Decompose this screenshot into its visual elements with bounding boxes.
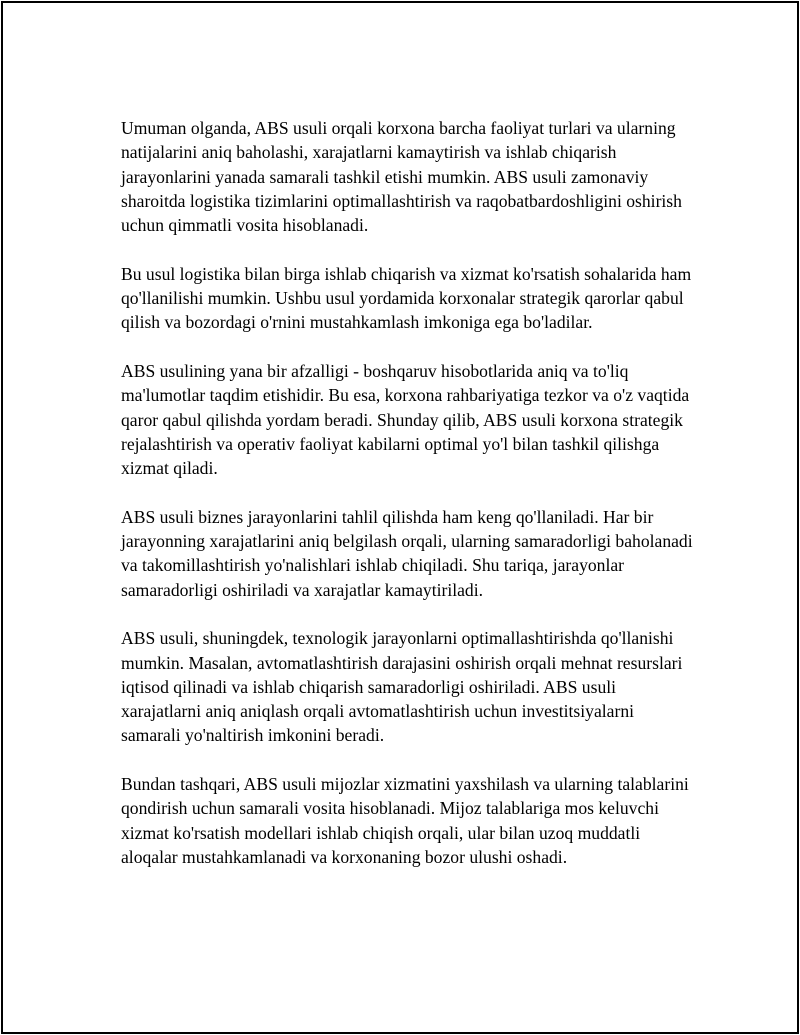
paragraph-6: Bundan tashqari, ABS usuli mijozlar xizmatini yaxshilash va ularning talablarini qondirish uchun samarali vosita hisoblanadi. Mijoz talablariga mos keluvchi xizmat ko'rsatish modellari ishlab chiqish orqali, ular bilan uzoq muddatli aloqalar mustahkamlanadi va korxonaning bozor ulushi oshadi. — [121, 774, 689, 867]
paragraph-4: ABS usuli biznes jarayonlarini tahlil qilishda ham keng qo'llaniladi. Har bir jarayonning xarajatlarini aniq belgilash orqali, ularning samaradorligi baholanadi va takomillashtirish yo'nalishlari ishlab chiqiladi. Shu tariqa, jarayonlar samaradorligi oshiriladi va xarajatlar kamaytiriladi. — [121, 506, 693, 600]
document-body — [121, 116, 696, 869]
page-border — [1, 1, 799, 1034]
paragraph-1: Umuman olganda, ABS usuli orqali korxona barcha faoliyat turlari va ularning natijalarini aniq baholashi, xarajatlarni kamaytirish va ishlab chiqarish jarayonlarini yanada samarali tashkil etishi mumkin. ABS usuli zamonaviy sharoitda logistika tizimlarini optimallashtirish va raqobatbardoshligini oshirish uchun qimmatli vosita hisoblanadi. — [121, 118, 682, 236]
paragraph-2: Bu usul logistika bilan birga ishlab chiqarish va xizmat ko'rsatish sohalarida ham qo'llanilishi mumkin. Ushbu usul yordamida korxonalar strategik qarorlar qabul qilish va bozordagi o'rnini mustahkamlash imkoniga ega bo'ladilar. — [121, 263, 692, 333]
paragraph-5: ABS usuli, shuningdek, texnologik jarayonlarni optimallashtirishda qo'llanishi mumkin. Masalan, avtomatlashtirish darajasini oshirish orqali mehnat resurslari iqtisod qilinadi va ishlab chiqarish samaradorligi oshiriladi. ABS usuli xarajatlarni aniq aniqlash orqali avtomatlashtirish uchun investitsiyalarni samarali yo'naltirish imkonini beradi. — [121, 628, 683, 746]
paragraph-3: ABS usulining yana bir afzalligi - boshqaruv hisobotlarida aniq va to'liq ma'lumotlar taqdim etishidir. Bu esa, korxona rahbariyatiga tezkor va o'z vaqtida qaror qabul qilishda yordam beradi. Shunday qilib, ABS usuli korxona strategik rejalashtirish va operativ faoliyat kabilarni optimal yo'l bilan tashkil qilishga xizmat qiladi. — [121, 360, 690, 479]
